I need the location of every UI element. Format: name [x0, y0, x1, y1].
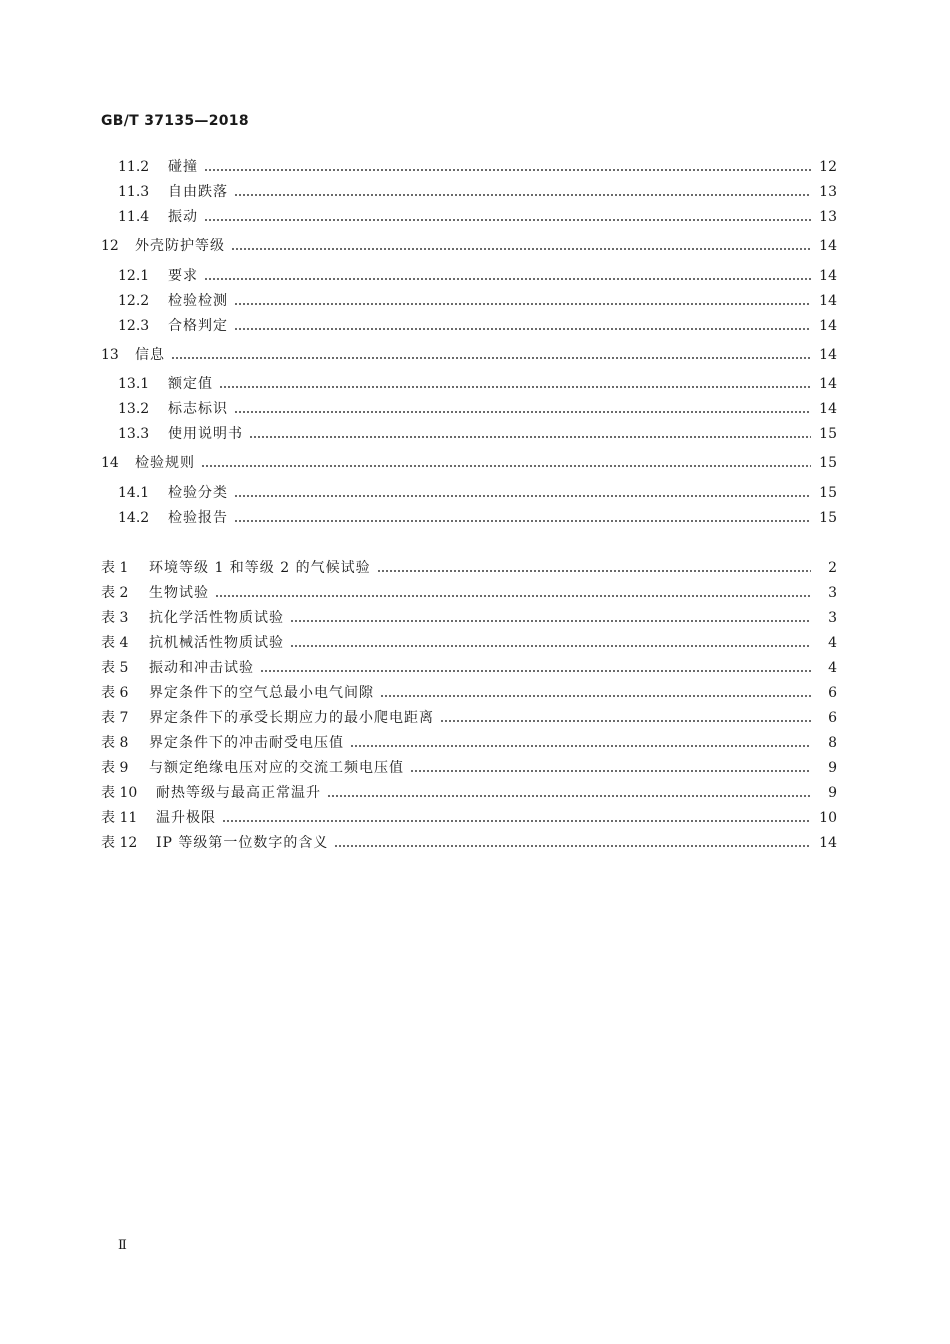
toc-entry-title: 检验分类 — [168, 485, 228, 501]
table-page: 4 — [828, 660, 837, 676]
dot-leader — [234, 328, 811, 330]
table-list-entry[interactable] — [101, 783, 837, 803]
table-list-entry[interactable] — [101, 833, 837, 853]
toc-entry-page: 15 — [819, 426, 837, 442]
toc-entry-number: 14.1 — [118, 485, 150, 501]
dot-leader — [350, 745, 811, 747]
toc-entry[interactable] — [118, 424, 837, 444]
table-label: 表 5 — [101, 660, 129, 676]
table-label: 表 3 — [101, 610, 129, 626]
table-list-entry[interactable] — [101, 608, 837, 628]
toc-entry-title: 额定值 — [168, 376, 213, 392]
table-page: 14 — [819, 835, 837, 851]
table-label: 表 11 — [101, 810, 138, 826]
toc-entry[interactable] — [118, 399, 837, 419]
toc-entry-page: 14 — [819, 238, 837, 254]
table-label: 表 7 — [101, 710, 129, 726]
toc-entry-title: 检验报告 — [168, 510, 228, 526]
table-label: 表 1 — [101, 560, 129, 576]
toc-entry-title: 使用说明书 — [168, 426, 243, 442]
toc-entry[interactable] — [118, 291, 837, 311]
toc-entry-number: 12.3 — [118, 318, 150, 334]
dot-leader — [231, 248, 811, 250]
table-label: 表 12 — [101, 835, 138, 851]
table-title: 耐热等级与最高正常温升 — [156, 785, 321, 801]
table-page: 2 — [828, 560, 837, 576]
toc-entry-title: 标志标识 — [168, 401, 228, 417]
toc-entry[interactable] — [118, 157, 837, 177]
table-page: 10 — [819, 810, 837, 826]
toc-entry[interactable] — [118, 374, 837, 394]
toc-entry-page: 14 — [819, 268, 837, 284]
table-title: 界定条件下的空气总最小电气间隙 — [149, 685, 374, 701]
toc-entry-title: 要求 — [168, 268, 198, 284]
toc-entry-number: 13.1 — [118, 376, 150, 392]
dot-leader — [219, 386, 811, 388]
dot-leader — [204, 169, 811, 171]
table-list-entry[interactable] — [101, 708, 837, 728]
table-list-entry[interactable] — [101, 808, 837, 828]
toc-entry-number: 14 — [101, 455, 119, 471]
dot-leader — [440, 720, 811, 722]
dot-leader — [171, 357, 811, 359]
toc-entry-page: 14 — [819, 401, 837, 417]
toc-entry[interactable] — [101, 236, 837, 256]
table-page: 3 — [828, 585, 837, 601]
dot-leader — [215, 595, 811, 597]
toc-entry[interactable] — [118, 207, 837, 227]
toc-entry[interactable] — [118, 266, 837, 286]
table-page: 9 — [828, 760, 837, 776]
table-label: 表 10 — [101, 785, 138, 801]
dot-leader — [234, 303, 811, 305]
toc-entry-title: 检验检测 — [168, 293, 228, 309]
dot-leader — [380, 695, 811, 697]
page-number: Ⅱ — [118, 1238, 127, 1253]
toc-entry-page: 13 — [819, 209, 837, 225]
table-title: 温升极限 — [156, 810, 216, 826]
dot-leader — [234, 411, 811, 413]
dot-leader — [201, 465, 811, 467]
toc-entry-title: 外壳防护等级 — [135, 238, 225, 254]
table-label: 表 6 — [101, 685, 129, 701]
toc-entry-number: 14.2 — [118, 510, 150, 526]
toc-entry-page: 14 — [819, 293, 837, 309]
toc-entry-page: 14 — [819, 376, 837, 392]
toc-entry-number: 13.3 — [118, 426, 150, 442]
dot-leader — [234, 495, 811, 497]
table-page: 4 — [828, 635, 837, 651]
toc-entry-title: 振动 — [168, 209, 198, 225]
toc-entry[interactable] — [118, 182, 837, 202]
table-title: 环境等级 1 和等级 2 的气候试验 — [149, 560, 371, 576]
toc-entry-title: 自由跌落 — [168, 184, 228, 200]
dot-leader — [410, 770, 811, 772]
table-title: 抗机械活性物质试验 — [149, 635, 284, 651]
toc-entry[interactable] — [118, 508, 837, 528]
dot-leader — [260, 670, 811, 672]
table-list-entry[interactable] — [101, 758, 837, 778]
toc-entry-page: 14 — [819, 318, 837, 334]
dot-leader — [327, 795, 811, 797]
table-title: 生物试验 — [149, 585, 209, 601]
toc-entry[interactable] — [101, 453, 837, 473]
dot-leader — [204, 219, 811, 221]
toc-entry[interactable] — [118, 483, 837, 503]
dot-leader — [290, 645, 811, 647]
dot-leader — [377, 570, 811, 572]
table-list-entry[interactable] — [101, 733, 837, 753]
table-page: 3 — [828, 610, 837, 626]
dot-leader — [290, 620, 811, 622]
table-label: 表 8 — [101, 735, 129, 751]
dot-leader — [334, 845, 811, 847]
toc-entry-number: 11.3 — [118, 184, 150, 200]
toc-entry-title: 检验规则 — [135, 455, 195, 471]
toc-entry-page: 14 — [819, 347, 837, 363]
table-page: 9 — [828, 785, 837, 801]
toc-entry-page: 12 — [819, 159, 837, 175]
table-label: 表 9 — [101, 760, 129, 776]
toc-entry-page: 15 — [819, 485, 837, 501]
table-list-entry[interactable] — [101, 583, 837, 603]
table-list-entry[interactable] — [101, 633, 837, 653]
toc-entry-title: 合格判定 — [168, 318, 228, 334]
table-label: 表 4 — [101, 635, 129, 651]
toc-entry-title: 碰撞 — [168, 159, 198, 175]
table-list-entry[interactable] — [101, 658, 837, 678]
toc-entry-page: 15 — [819, 510, 837, 526]
toc-entry[interactable] — [118, 316, 837, 336]
table-page: 8 — [828, 735, 837, 751]
toc-entry-page: 15 — [819, 455, 837, 471]
table-title: 与额定绝缘电压对应的交流工频电压值 — [149, 760, 404, 776]
table-title: 振动和冲击试验 — [149, 660, 254, 676]
toc-entry-page: 13 — [819, 184, 837, 200]
toc-entry-number: 13 — [101, 347, 119, 363]
toc-entry-number: 11.4 — [118, 209, 150, 225]
toc-entry-number: 13.2 — [118, 401, 150, 417]
dot-leader — [222, 820, 811, 822]
table-page: 6 — [828, 685, 837, 701]
table-title: IP 等级第一位数字的含义 — [156, 835, 329, 851]
table-list-entry[interactable] — [101, 683, 837, 703]
table-title: 界定条件下的承受长期应力的最小爬电距离 — [149, 710, 434, 726]
table-label: 表 2 — [101, 585, 129, 601]
toc-entry-number: 12.1 — [118, 268, 150, 284]
toc-entry-number: 12.2 — [118, 293, 150, 309]
toc-entry-number: 12 — [101, 238, 119, 254]
table-title: 界定条件下的冲击耐受电压值 — [149, 735, 344, 751]
toc-entry-title: 信息 — [135, 347, 165, 363]
document-id: GB/T 37135—2018 — [101, 113, 249, 129]
dot-leader — [249, 436, 811, 438]
toc-entry-number: 11.2 — [118, 159, 150, 175]
dot-leader — [204, 278, 811, 280]
table-title: 抗化学活性物质试验 — [149, 610, 284, 626]
dot-leader — [234, 194, 811, 196]
dot-leader — [234, 520, 811, 522]
toc-entry[interactable] — [101, 345, 837, 365]
table-page: 6 — [828, 710, 837, 726]
table-list-entry[interactable] — [101, 558, 837, 578]
